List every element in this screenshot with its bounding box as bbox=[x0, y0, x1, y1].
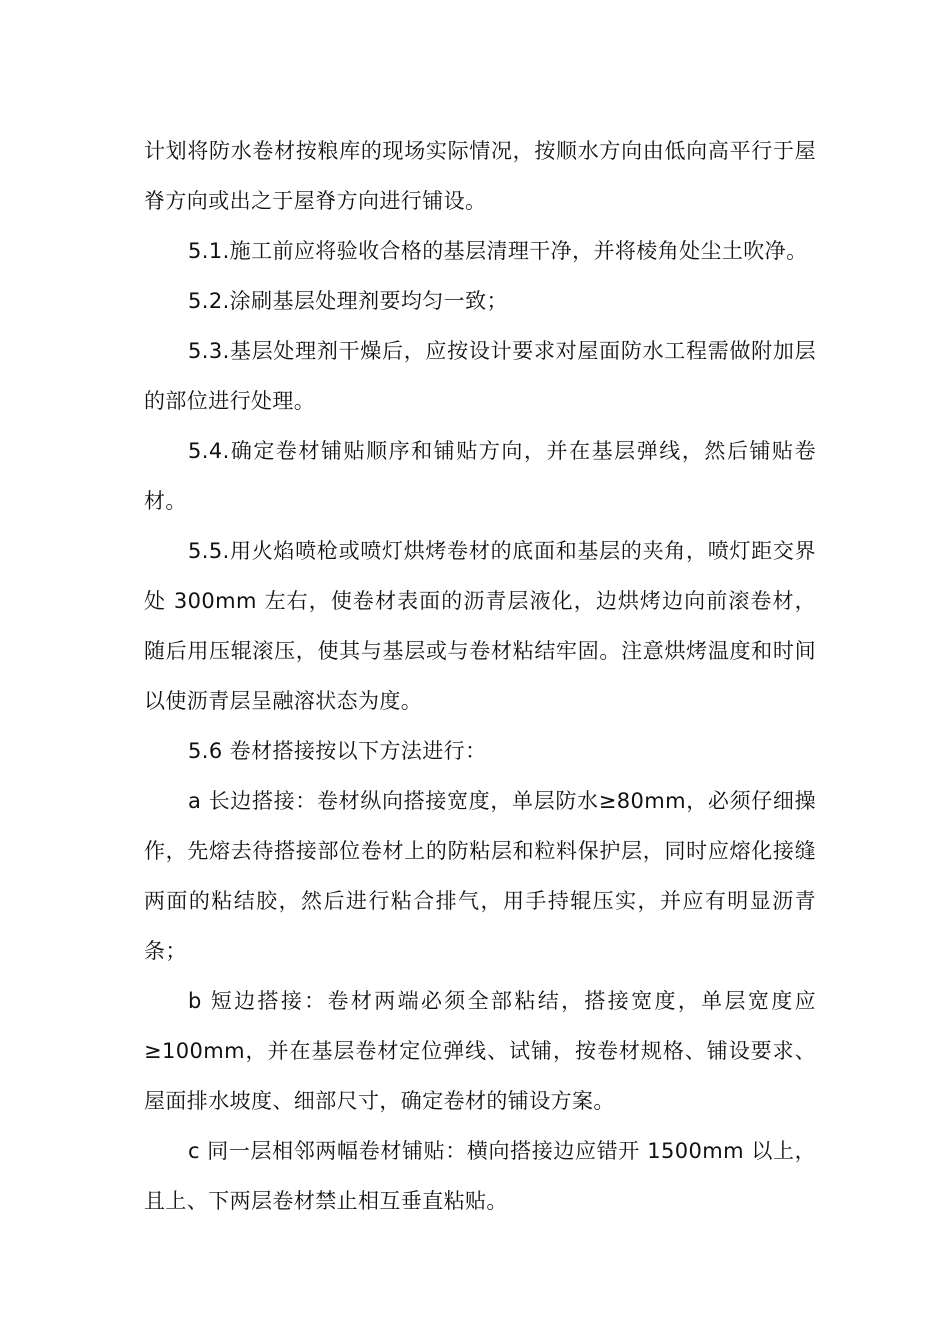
paragraph-5-2: 5.2.涂刷基层处理剂要均匀一致； bbox=[188, 289, 508, 313]
document-body bbox=[144, 126, 816, 1226]
paragraph-adjacent-rolls: c 同一层相邻两幅卷材铺贴：横向搭接边应错开 1500mm 以上，且上、下两层卷材禁止相互垂直粘贴。 bbox=[144, 1139, 816, 1213]
paragraph-5-1: 5.1.施工前应将验收合格的基层清理干净，并将棱角处尘土吹净。 bbox=[188, 239, 808, 263]
paragraph-long-edge-lap: a 长边搭接：卷材纵向搭接宽度，单层防水≥80mm，必须仔细操作，先熔去待搭接部位卷材上的防粘层和粒料保护层，同时应熔化接缝两面的粘结胶，然后进行粘合排气，用手持辊压实，并应有明显沥青条； bbox=[144, 789, 816, 963]
paragraph-5-4: 5.4.确定卷材铺贴顺序和铺贴方向，并在基层弹线，然后铺贴卷材。 bbox=[144, 439, 816, 513]
paragraph-5-3: 5.3.基层处理剂干燥后，应按设计要求对屋面防水工程需做附加层的部位进行处理。 bbox=[144, 339, 816, 413]
paragraph-5-5: 5.5.用火焰喷枪或喷灯烘烤卷材的底面和基层的夹角，喷灯距交界处 300mm 左右，使卷材表面的沥青层液化，边烘烤边向前滚卷材，随后用压辊滚压，使其与基层或与卷材粘结牢固。注意烘烤温度和时间以使沥青层呈融溶状态为度。 bbox=[144, 539, 816, 713]
paragraph-5-6: 5.6 卷材搭接按以下方法进行： bbox=[188, 739, 487, 763]
paragraph-intro: 计划将防水卷材按粮库的现场实际情况，按顺水方向由低向高平行于屋脊方向或出之于屋脊方向进行铺设。 bbox=[144, 139, 816, 213]
paragraph-short-edge-lap: b 短边搭接：卷材两端必须全部粘结，搭接宽度，单层宽度应≥100mm，并在基层卷材定位弹线、试铺，按卷材规格、铺设要求、屋面排水坡度、细部尺寸，确定卷材的铺设方案。 bbox=[144, 989, 816, 1113]
